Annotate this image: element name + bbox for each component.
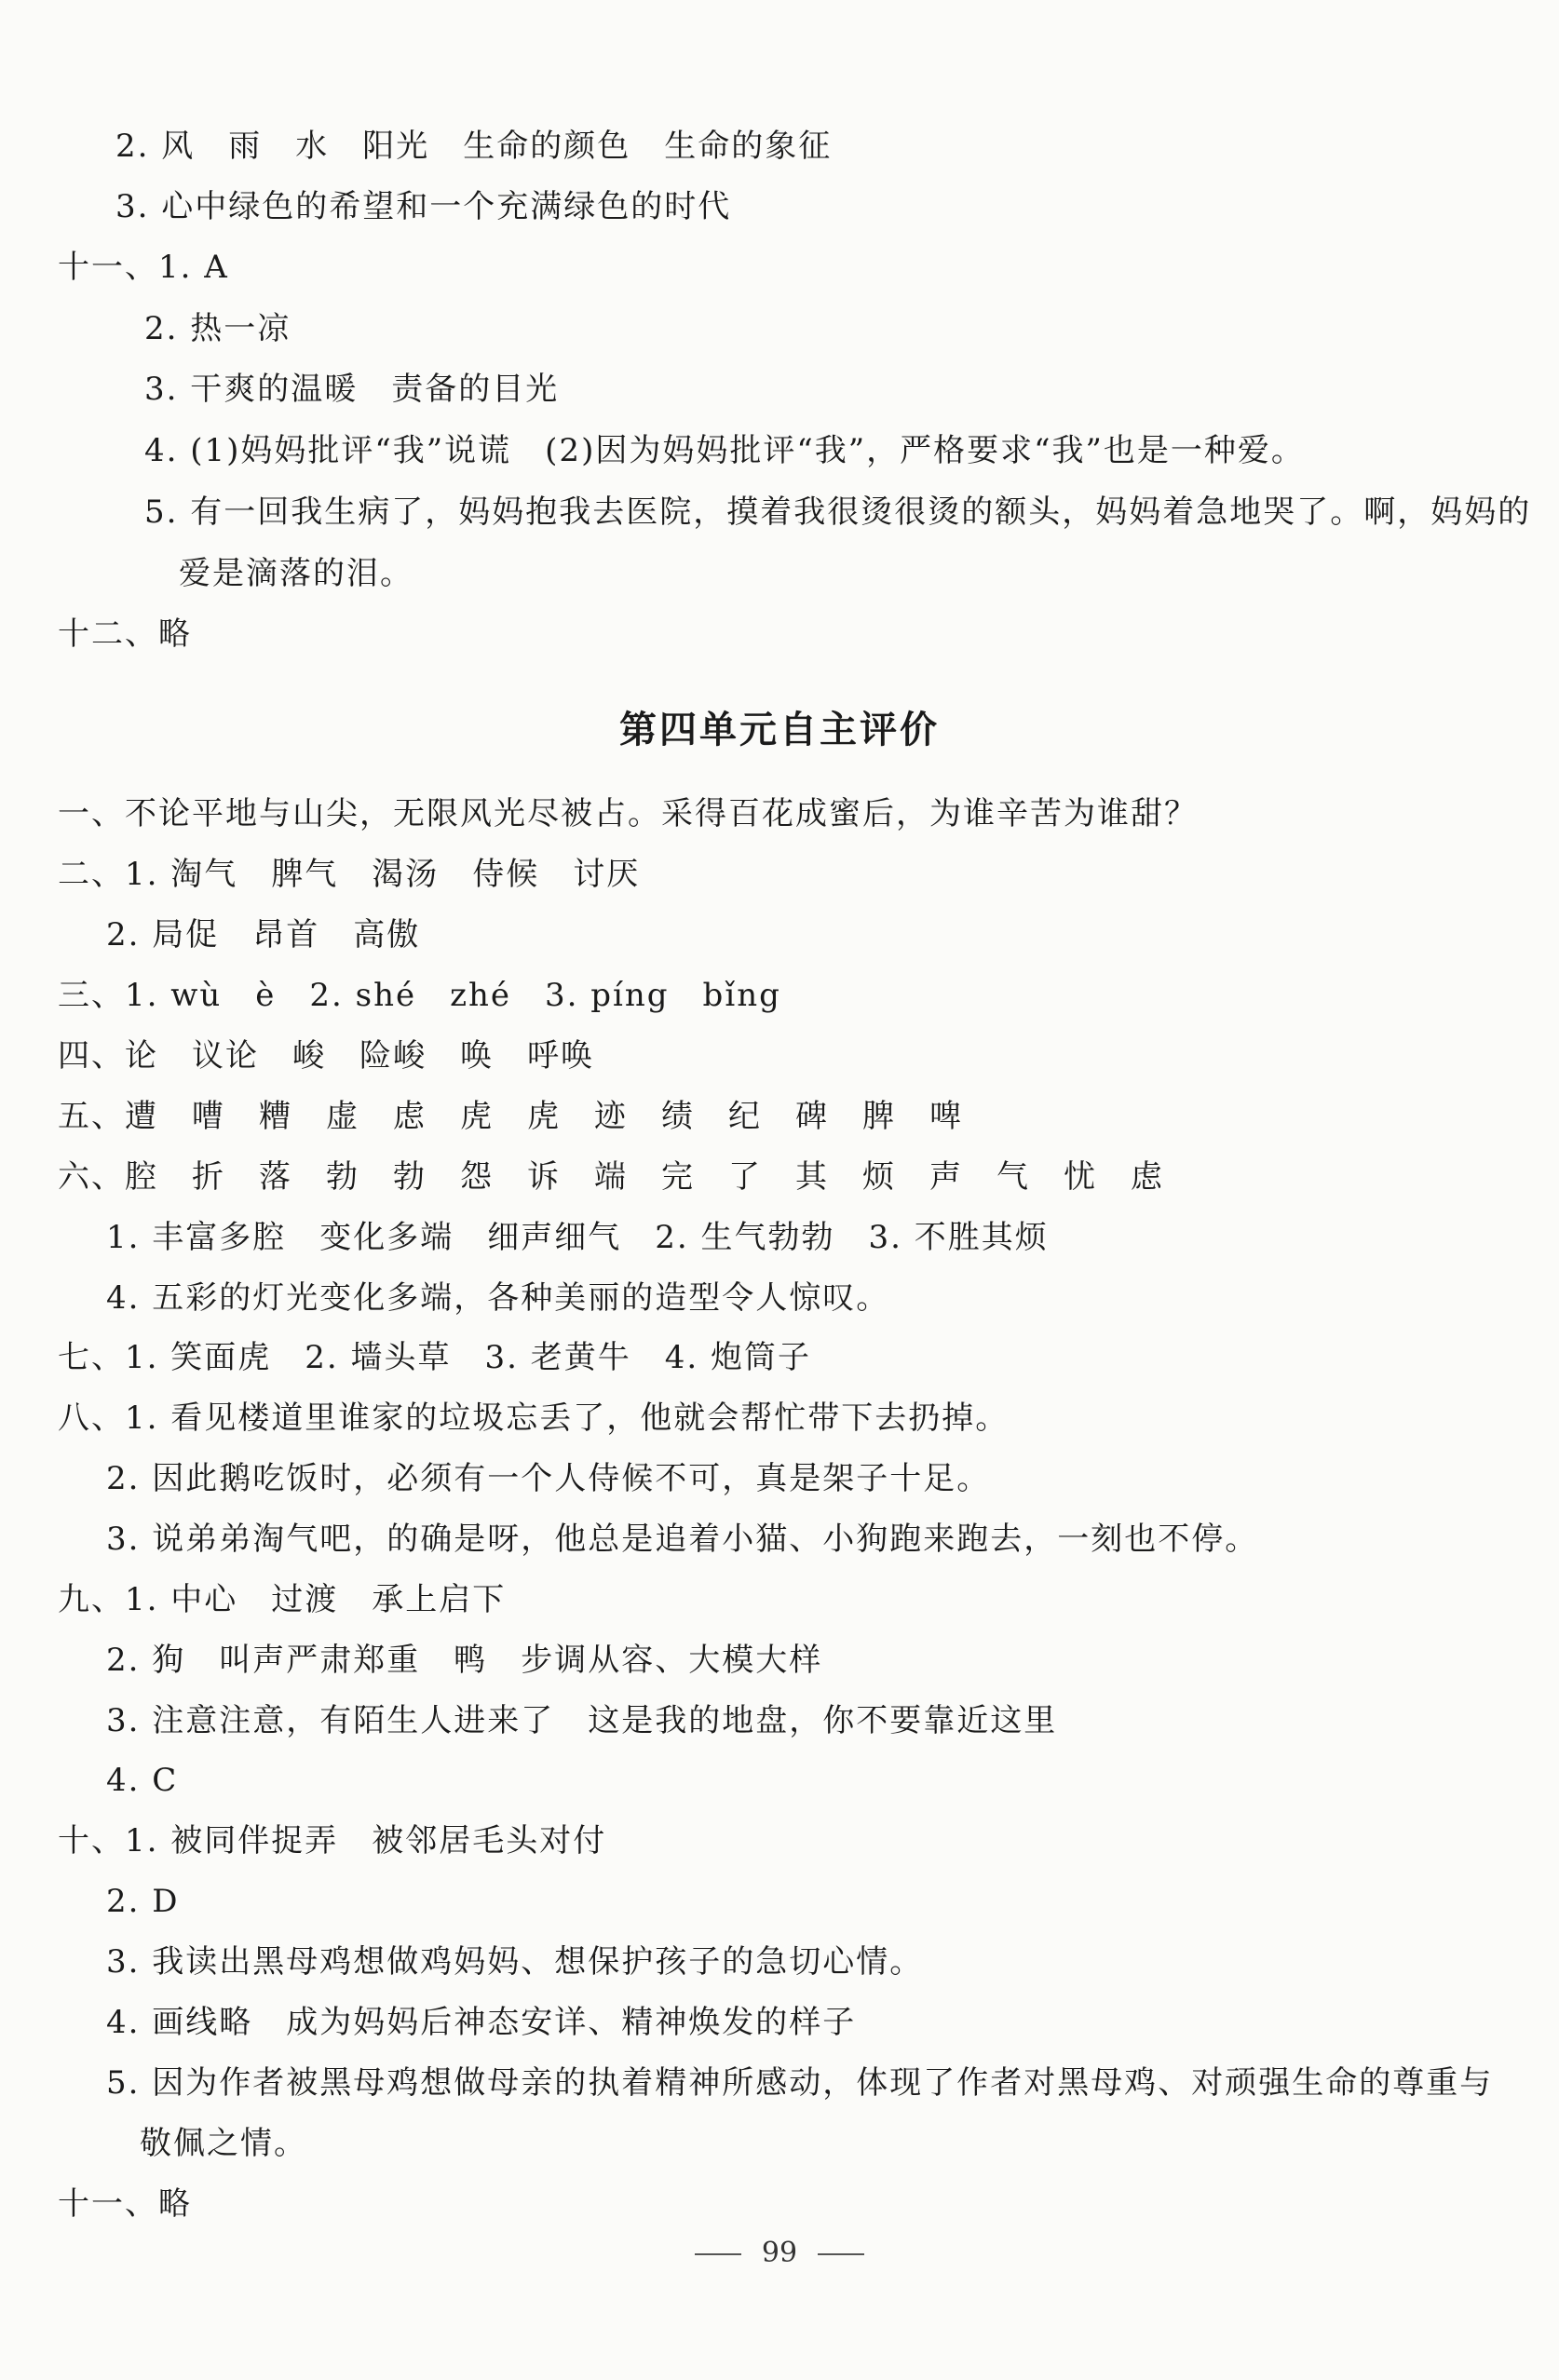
answer-line: 2. 热一凉 (144, 310, 291, 347)
page-number (0, 2237, 1559, 2269)
answer-line: 2. 局促 昂首 高傲 (106, 916, 421, 953)
answer-line: 十、1. 被同伴捉弄 被邻居毛头对付 (58, 1822, 607, 1859)
answer-line: 5. 因为作者被黑母鸡想做母亲的执着精神所感动，体现了作者对黑母鸡、对顽强生命的尊重与 (106, 2064, 1494, 2102)
section-title: 第四单元自主评价 (619, 709, 940, 751)
answer-line: 5. 有一回我生病了，妈妈抱我去医院，摸着我很烫很烫的额头，妈妈着急地哭了。啊，妈妈的 (144, 494, 1532, 531)
answer-line: 五、遭 嘈 糟 虚 虑 虎 虎 迹 绩 纪 碑 脾 啤 (58, 1098, 963, 1135)
answer-line: 三、1. wù è 2. shé zhé 3. píng bǐng (58, 977, 781, 1014)
answer-line: 3. 注意注意，有陌生人进来了 这是我的地盘，你不要靠近这里 (106, 1702, 1058, 1739)
answer-line: 3. 我读出黑母鸡想做鸡妈妈、想保护孩子的急切心情。 (106, 1943, 924, 1981)
answer-line: 一、不论平地与山尖，无限风光尽被占。采得百花成蜜后，为谁辛苦为谁甜？ (58, 795, 1198, 832)
answer-line: 2. 狗 叫声严肃郑重 鸭 步调从容、大模大样 (106, 1642, 823, 1679)
answer-line: 九、1. 中心 过渡 承上启下 (58, 1581, 507, 1618)
answer-line: 4. (1)妈妈批评“我”说谎 (2)因为妈妈批评“我”，严格要求“我”也是一种爱。 (144, 432, 1305, 469)
answer-line: 4. 五彩的灯光变化多端，各种美丽的造型令人惊叹。 (106, 1279, 890, 1317)
dash-left (695, 2253, 741, 2255)
answer-line: 1. 丰富多腔 变化多端 细声细气 2. 生气勃勃 3. 不胜其烦 (106, 1219, 1049, 1256)
answer-line: 六、腔 折 落 勃 勃 怨 诉 端 完 了 其 烦 声 气 忧 虑 (58, 1158, 1164, 1196)
answer-line: 2. 因此鹅吃饭时，必须有一个人侍候不可，真是架子十足。 (106, 1460, 991, 1497)
page-number-text: 99 (761, 2237, 798, 2269)
answer-line: 八、1. 看见楼道里谁家的垃圾忘丢了，他就会帮忙带下去扔掉。 (58, 1400, 1010, 1437)
answer-line: 3. 说弟弟淘气吧，的确是呀，他总是追着小猫、小狗跑来跑去，一刻也不停。 (106, 1521, 1259, 1558)
answer-line: 敬佩之情。 (140, 2125, 307, 2162)
answer-line: 十一、略 (58, 2185, 192, 2223)
answer-line: 4. C (106, 1762, 179, 1799)
answer-line: 四、论 议论 峻 险峻 唤 呼唤 (58, 1037, 594, 1075)
answer-line: 3. 心中绿色的希望和一个充满绿色的时代 (115, 188, 732, 225)
dash-right (818, 2253, 864, 2255)
answer-line: 3. 干爽的温暖 责备的目光 (144, 371, 560, 408)
answer-line: 七、1. 笑面虎 2. 墙头草 3. 老黄牛 4. 炮筒子 (58, 1339, 811, 1376)
answer-line: 十二、略 (58, 615, 192, 653)
answer-line: 2. D (106, 1883, 180, 1920)
answer-line: 2. 风 雨 水 阳光 生命的颜色 生命的象征 (115, 128, 833, 165)
answer-line: 二、1. 淘气 脾气 渴汤 侍候 讨厌 (58, 856, 641, 893)
answer-line: 十一、1. A (58, 249, 229, 286)
answer-line: 爱是滴落的泪。 (179, 555, 413, 592)
answer-line: 4. 画线略 成为妈妈后神态安详、精神焕发的样子 (106, 2004, 857, 2041)
